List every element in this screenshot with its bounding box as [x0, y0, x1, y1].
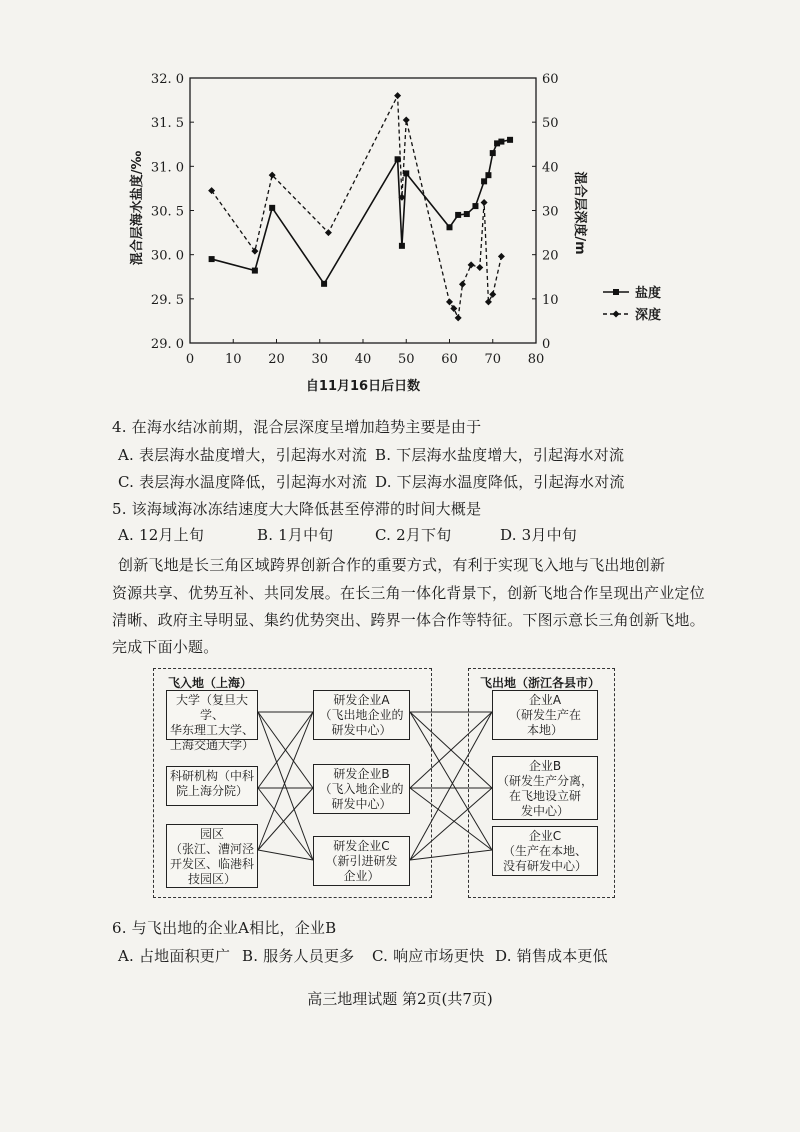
box-rd-c-line: 研发企业C [333, 839, 390, 853]
q6-option-b: B. 服务人员更多 [242, 947, 355, 965]
x-tick-label: 10 [224, 352, 242, 367]
box-parks [166, 824, 258, 888]
q4-option-d: D. 下层海水温度降低，引起海水对流 [375, 473, 625, 491]
salinity-point [481, 178, 487, 184]
box-rd-enterprise-b [313, 764, 410, 814]
box-rd-enterprise-a [313, 690, 410, 740]
box-rd-a-line: 研发中心） [331, 723, 392, 737]
q6-option-a: A. 占地面积更广 [118, 947, 231, 965]
salinity-point [447, 224, 453, 230]
series-line-depth [212, 96, 502, 318]
salinity-point [490, 150, 496, 156]
box-ent-b-line: 企业B [528, 759, 562, 773]
chart [0, 0, 800, 400]
legend-marker-square [613, 289, 619, 295]
q5-stem: 5. 该海域海冰冻结速度大大降低甚至停滞的时间大概是 [112, 500, 482, 518]
passage-line-2: 资源共享、优势互补、共同发展。在长三角一体化背景下，创新飞地合作呈现出产业定位 [112, 584, 705, 602]
x-tick-label: 0 [185, 352, 195, 367]
legend-label: 盐度 [635, 286, 662, 301]
x-tick-label: 30 [311, 352, 329, 367]
q5-option-a: A. 12月上旬 [118, 526, 205, 544]
box-research-line: 院上海分院） [175, 784, 248, 798]
box-universities-line: 上海交通大学） [170, 738, 255, 752]
passage-line-4: 完成下面小题。 [112, 638, 219, 656]
salinity-point [252, 268, 258, 274]
q6-stem: 6. 与飞出地的企业A相比，企业B [112, 919, 337, 937]
y-right-tick-label: 20 [542, 248, 559, 264]
x-tick-label: 80 [527, 352, 545, 367]
box-ent-a-line: 本地） [526, 723, 563, 737]
depth-point [476, 264, 483, 271]
box-ent-b-line: 在飞地设立研 [508, 789, 581, 803]
q5-option-b: B. 1月中旬 [257, 526, 334, 544]
depth-point [498, 253, 505, 260]
box-universities-line: 大学（复旦大学、 [175, 693, 248, 722]
x-tick-label: 70 [484, 352, 502, 367]
q4-option-b: B. 下层海水盐度增大，引起海水对流 [375, 446, 625, 464]
box-ent-a-line: 企业A [528, 693, 562, 707]
q4-option-a: A. 表层海水盐度增大，引起海水对流 [118, 446, 367, 464]
salinity-point [507, 137, 513, 143]
passage-line-1: 创新飞地是长三角区域跨界创新合作的重要方式，有利于实现飞入地与飞出地创新 [118, 556, 666, 574]
y-left-tick-label: 31. 5 [150, 116, 184, 132]
salinity-point [403, 170, 409, 176]
box-parks-line: 园区 [199, 827, 224, 841]
box-research-institutes [166, 766, 258, 806]
depth-point [455, 314, 462, 321]
depth-point [403, 116, 410, 123]
box-parks-line: （张江、漕河泾 [170, 842, 255, 856]
y-right-tick-label: 0 [542, 337, 551, 352]
legend-label: 深度 [635, 308, 662, 323]
box-rd-enterprise-c [313, 836, 410, 886]
box-ent-c-line: （生产在本地、 [502, 844, 587, 858]
q6-option-c: C. 响应市场更快 [372, 947, 485, 965]
depth-point [489, 291, 496, 298]
salinity-point [455, 212, 461, 218]
q6-option-d: D. 销售成本更低 [495, 947, 608, 965]
q5-option-c: C. 2月下旬 [375, 526, 452, 544]
box-ent-a-line: （研发生产在 [508, 708, 581, 722]
legend-marker-diamond [613, 311, 620, 318]
box-rd-a-line: 研发企业A [333, 693, 390, 707]
innovation-enclave-diagram [0, 660, 800, 910]
box-parks-line: 开发区、临港科 [170, 857, 255, 871]
box-rd-a-line: （飞出地企业的 [319, 708, 404, 722]
box-ent-c-line: 企业C [528, 829, 562, 843]
depth-point [325, 229, 332, 236]
y-left-tick-label: 32. 0 [150, 72, 184, 87]
box-rd-b-line: （飞入地企业的 [319, 782, 404, 796]
box-research-line: 科研机构（中科 [170, 769, 255, 783]
y-left-tick-label: 31. 0 [150, 160, 184, 176]
box-universities [166, 690, 258, 752]
page-footer: 高三地理试题 第2页(共7页) [307, 990, 493, 1008]
box-ent-c-line: 没有研发中心） [502, 859, 587, 873]
box-ent-b-line: 发中心） [520, 804, 569, 818]
x-axis-label: 自11月16日后日数 [305, 379, 421, 394]
y-axis-left-label: 混合层海水盐度/‰ [130, 150, 145, 266]
box-ent-b-line: （研发生产分离， [496, 774, 593, 788]
box-universities-line: 华东理工大学、 [170, 723, 255, 737]
depth-point [450, 305, 457, 312]
depth-point [468, 261, 475, 268]
fly-in-region-title: 飞入地（上海） [168, 676, 253, 690]
y-left-tick-label: 29. 0 [150, 337, 184, 352]
y-left-tick-label: 29. 5 [150, 292, 184, 308]
chart-svg [0, 0, 800, 400]
salinity-point [498, 139, 504, 145]
box-rd-b-line: 研发企业B [333, 767, 390, 781]
fly-out-region-title: 飞出地（浙江各县市） [480, 676, 601, 690]
passage-line-3: 清晰、政府主导明显、集约优势突出、跨界一体合作等特征。下图示意长三角创新飞地。 [112, 611, 705, 629]
y-right-tick-label: 50 [542, 116, 559, 132]
y-right-tick-label: 10 [542, 292, 559, 308]
q5-option-d: D. 3月中旬 [500, 526, 577, 544]
salinity-point [321, 281, 327, 287]
box-enterprise-a [492, 690, 598, 740]
x-tick-label: 50 [397, 352, 415, 367]
depth-point [481, 199, 488, 206]
y-right-tick-label: 30 [542, 204, 559, 220]
y-left-tick-label: 30. 0 [150, 248, 184, 264]
depth-point [394, 92, 401, 99]
box-rd-b-line: 研发中心） [331, 797, 392, 811]
x-tick-label: 40 [354, 352, 372, 367]
depth-point [459, 281, 466, 288]
box-rd-c-line: 企业） [343, 869, 380, 883]
q4-stem: 4. 在海水结冰前期，混合层深度呈增加趋势主要是由于 [112, 418, 482, 436]
box-enterprise-b [492, 756, 598, 820]
y-right-tick-label: 40 [542, 160, 559, 176]
salinity-point [269, 205, 275, 211]
depth-point [446, 298, 453, 305]
salinity-point [485, 172, 491, 178]
depth-point [485, 298, 492, 305]
salinity-point [464, 211, 470, 217]
box-rd-c-line: （新引进研发 [325, 854, 398, 868]
x-tick-label: 60 [441, 352, 458, 367]
x-tick-label: 20 [268, 352, 285, 367]
y-right-tick-label: 60 [542, 72, 559, 87]
q4-option-c: C. 表层海水温度降低，引起海水对流 [118, 473, 368, 491]
y-left-tick-label: 30. 5 [150, 204, 184, 220]
box-enterprise-c [492, 826, 598, 876]
salinity-point [209, 256, 215, 262]
y-axis-right-label: 混合层深度/m [572, 171, 587, 255]
box-parks-line: 技园区） [187, 872, 236, 886]
salinity-point [399, 243, 405, 249]
salinity-point [472, 203, 478, 209]
